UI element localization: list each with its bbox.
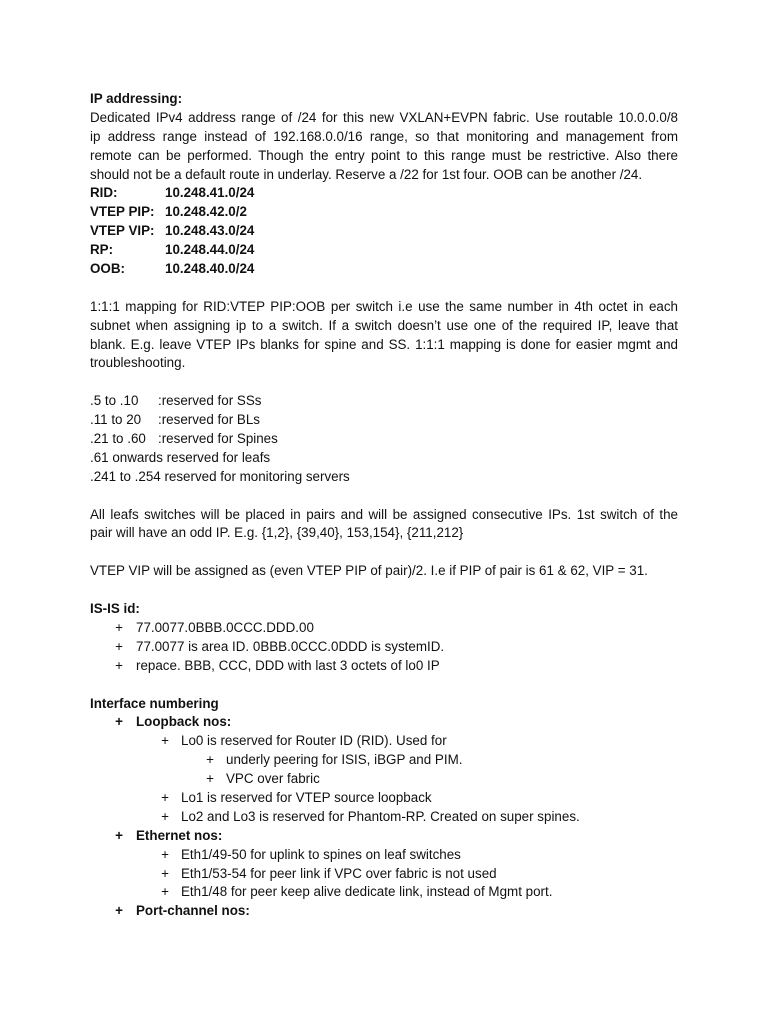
- plus-bullet-icon: +: [206, 752, 214, 768]
- port-channel-section-label: + Port-channel nos:: [90, 902, 678, 921]
- ip-addressing-heading: IP addressing:: [90, 91, 183, 106]
- list-item: + 77.0077.0BBB.0CCC.DDD.00: [90, 619, 678, 638]
- ethernet-section-label: + Ethernet nos:: [90, 827, 678, 846]
- plus-bullet-icon: +: [161, 733, 169, 749]
- reserved-range-row: .21 to .60 :reserved for Spines: [90, 431, 278, 447]
- vip-paragraph: VTEP VIP will be assigned as (even VTEP PIP of pair)/2. I.e if PIP of pair is 61 & 62, VIP = 31.: [90, 563, 648, 579]
- range-row-rid: RID: 10.248.41.0/24: [90, 185, 255, 201]
- plus-bullet-icon: +: [115, 714, 123, 730]
- loopback-section-label: + Loopback nos:: [90, 713, 678, 732]
- plus-bullet-icon: +: [161, 789, 169, 805]
- plus-bullet-icon: +: [115, 827, 123, 843]
- list-item: + repace. BBB, CCC, DDD with last 3 octets of lo0 IP: [90, 657, 678, 676]
- list-item: + Lo1 is reserved for VTEP source loopback: [90, 789, 678, 808]
- ip-paragraph-line: ip address range instead of 192.168.0.0/16 range, so that monitoring and management from: [90, 128, 678, 144]
- range-row-rp: RP: 10.248.44.0/24: [90, 242, 255, 258]
- plus-bullet-icon: +: [115, 619, 123, 635]
- plus-bullet-icon: +: [115, 903, 123, 919]
- plus-bullet-icon: +: [115, 638, 123, 654]
- list-item: + Lo2 and Lo3 is reserved for Phantom-RP. Created on super spines.: [90, 808, 678, 827]
- list-item: + underly peering for ISIS, iBGP and PIM.: [90, 751, 678, 770]
- reserved-range-row: .5 to .10 :reserved for SSs: [90, 393, 262, 409]
- list-item: + Eth1/49-50 for uplink to spines on leaf switches: [90, 846, 678, 865]
- plus-bullet-icon: +: [161, 884, 169, 900]
- plus-bullet-icon: +: [206, 771, 214, 787]
- ip-paragraph-line: remote can be performed. Though the entry point to this range must be restrictive. Also there: [90, 147, 678, 163]
- range-row-vtep-pip: VTEP PIP: 10.248.42.0/2: [90, 204, 247, 220]
- mapping-paragraph-line: troubleshooting.: [90, 355, 186, 371]
- list-item: + 77.0077 is area ID. 0BBB.0CCC.0DDD is systemID.: [90, 638, 678, 657]
- ip-paragraph-line: should not be a default route in underlay. Reserve a /22 for 1st four. OOB can be another /24.: [90, 166, 643, 182]
- reserved-range-row: .241 to .254 reserved for monitoring servers: [90, 468, 350, 484]
- document-page: [90, 90, 678, 921]
- range-row-oob: OOB: 10.248.40.0/24: [90, 261, 255, 277]
- mapping-paragraph-line: 1:1:1 mapping for RID:VTEP PIP:OOB per switch i.e use the same number in 4th octet in each: [90, 298, 678, 314]
- isis-heading: IS-IS id:: [90, 601, 140, 617]
- interface-numbering-heading: Interface numbering: [90, 695, 219, 711]
- list-item: + VPC over fabric: [90, 770, 678, 789]
- mapping-paragraph-line: subnet when assigning ip to a switch. If a switch doesn’t use one of the required IP, leave that: [90, 317, 678, 333]
- plus-bullet-icon: +: [115, 657, 123, 673]
- range-row-vtep-vip: VTEP VIP: 10.248.43.0/24: [90, 223, 255, 239]
- ip-paragraph-line: Dedicated IPv4 address range of /24 for this new VXLAN+EVPN fabric. Use routable 10.0.0.0/8: [90, 109, 678, 125]
- plus-bullet-icon: +: [161, 808, 169, 824]
- plus-bullet-icon: +: [161, 846, 169, 862]
- reserved-range-row: .11 to 20 :reserved for BLs: [90, 412, 260, 428]
- list-item: + Eth1/53-54 for peer link if VPC over fabric is not used: [90, 865, 678, 884]
- mapping-paragraph-line: blank. E.g. leave VTEP IPs blanks for spine and SS. 1:1:1 mapping is done for easier mgmt and: [90, 336, 678, 352]
- pairs-paragraph-line: All leafs switches will be placed in pairs and will be assigned consecutive IPs. 1st switch of the: [90, 506, 678, 522]
- plus-bullet-icon: +: [161, 865, 169, 881]
- reserved-range-row: .61 onwards reserved for leafs: [90, 449, 271, 465]
- list-item: + Eth1/48 for peer keep alive dedicate link, instead of Mgmt port.: [90, 883, 678, 902]
- list-item: + Lo0 is reserved for Router ID (RID). Used for: [90, 732, 678, 751]
- pairs-paragraph-line: pair will have an odd IP. E.g. {1,2}, {39,40}, 153,154}, {211,212}: [90, 525, 464, 541]
